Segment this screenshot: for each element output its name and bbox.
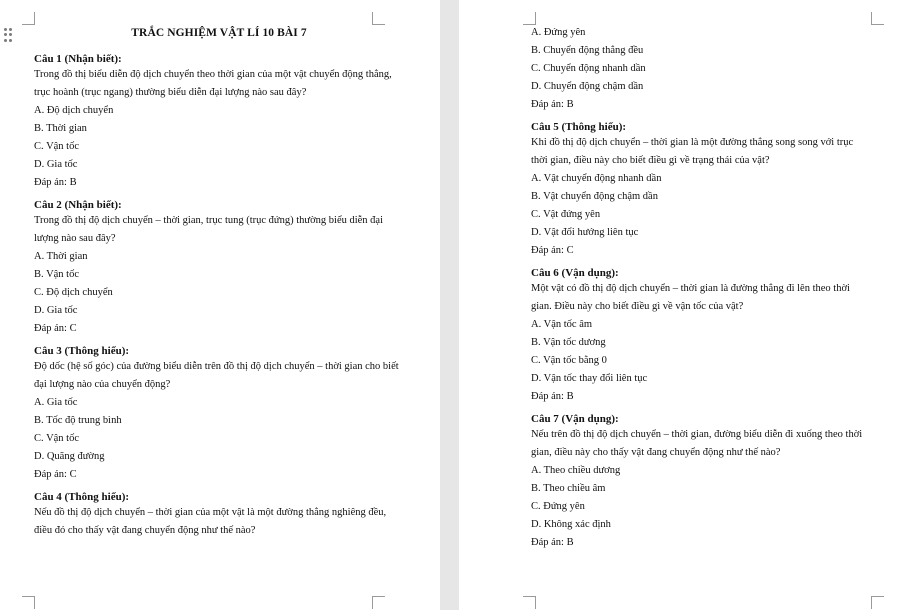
question-stem: Trong đồ thị độ dịch chuyển – thời gian, trục tung (trục đứng) thường biểu diễn đại lượng nào sau đây? bbox=[34, 215, 384, 244]
answer-option: B. Theo chiều âm bbox=[531, 483, 606, 494]
answer-option: B. Chuyển động thẳng đều bbox=[531, 45, 644, 56]
question-label: Câu 6 (Vận dụng): bbox=[531, 267, 619, 279]
answer-option: A. Theo chiều dương bbox=[531, 465, 621, 476]
question-label: Câu 3 (Thông hiểu): bbox=[34, 345, 130, 357]
answer-option: C. Vận tốc bbox=[34, 141, 80, 152]
answer-option: D. Gia tốc bbox=[34, 159, 78, 170]
question-stem: Nếu đồ thị độ dịch chuyển – thời gian của một vật là một đường thẳng nghiêng đều, điều đó cho thấy vật đang chuyển động như thế nào? bbox=[34, 507, 387, 536]
question-label: Câu 1 (Nhận biết): bbox=[34, 53, 122, 65]
answer-option: D. Không xác định bbox=[531, 519, 611, 530]
answer-key: Đáp án: C bbox=[34, 323, 77, 334]
document-page-right bbox=[459, 0, 905, 610]
document-title: TRẮC NGHIỆM VẬT LÍ 10 BÀI 7 bbox=[131, 27, 307, 39]
table-move-handle-icon[interactable] bbox=[4, 28, 12, 42]
question-stem: Nếu trên đồ thị độ dịch chuyển – thời gian, đường biểu diễn đi xuống theo thời gian, điều này cho thấy vật đang chuyển động như thế nào? bbox=[531, 429, 863, 458]
answer-option: B. Vận tốc dương bbox=[531, 337, 606, 348]
answer-option: B. Vận tốc bbox=[34, 269, 80, 280]
answer-option: B. Tốc độ trung bình bbox=[34, 415, 122, 426]
crop-mark bbox=[372, 596, 385, 609]
answer-option: D. Gia tốc bbox=[34, 305, 78, 316]
answer-key: Đáp án: B bbox=[531, 537, 574, 548]
answer-option: A. Vật chuyển động nhanh dần bbox=[531, 173, 662, 184]
question-label: Câu 7 (Vận dụng): bbox=[531, 413, 619, 425]
answer-option: A. Thời gian bbox=[34, 251, 88, 262]
question-stem: Một vật có đồ thị độ dịch chuyển – thời gian là đường thẳng đi lên theo thời gian. Điều này cho biết điều gì về vận tốc của vật? bbox=[531, 283, 850, 312]
page-content bbox=[531, 24, 871, 558]
answer-option: C. Đứng yên bbox=[531, 501, 585, 512]
question-label: Câu 4 (Thông hiểu): bbox=[34, 491, 130, 503]
answer-option: B. Vật chuyển động chậm dần bbox=[531, 191, 658, 202]
answer-option: A. Vận tốc âm bbox=[531, 319, 593, 330]
answer-option: D. Chuyển động chậm dần bbox=[531, 81, 644, 92]
answer-option: B. Thời gian bbox=[34, 123, 87, 134]
answer-option: A. Gia tốc bbox=[34, 397, 78, 408]
answer-option: C. Vận tốc bằng 0 bbox=[531, 355, 607, 366]
question-stem: Khi đồ thị độ dịch chuyển – thời gian là một đường thẳng song song với trục thời gian, điều này cho biết điều gì về trạng thái của vật? bbox=[531, 137, 854, 166]
answer-option: D. Vật đổi hướng liên tục bbox=[531, 227, 639, 238]
answer-option: C. Chuyển động nhanh dần bbox=[531, 63, 646, 74]
answer-key: Đáp án: B bbox=[531, 391, 574, 402]
answer-key: Đáp án: B bbox=[531, 99, 574, 110]
answer-key: Đáp án: B bbox=[34, 177, 77, 188]
crop-mark bbox=[871, 596, 884, 609]
document-page-left bbox=[0, 0, 440, 610]
answer-option: A. Độ dịch chuyển bbox=[34, 105, 114, 116]
answer-option: D. Vận tốc thay đổi liên tục bbox=[531, 373, 648, 384]
question-label: Câu 2 (Nhận biết): bbox=[34, 199, 122, 211]
answer-option: C. Vận tốc bbox=[34, 433, 80, 444]
crop-mark bbox=[22, 596, 35, 609]
crop-mark bbox=[523, 596, 536, 609]
question-stem: Trong đồ thị biểu diễn độ dịch chuyển theo thời gian của một vật chuyển động thẳng, trục hoành (trục ngang) thường biểu diễn đại lượng nào sau đây? bbox=[34, 69, 392, 98]
answer-option: A. Đứng yên bbox=[531, 27, 586, 38]
answer-key: Đáp án: C bbox=[531, 245, 574, 256]
page-content bbox=[34, 0, 404, 540]
question-stem: Độ dốc (hệ số góc) của đường biểu diễn trên đồ thị độ dịch chuyển – thời gian cho biết đại lượng nào của chuyển động? bbox=[34, 361, 399, 390]
answer-key: Đáp án: C bbox=[34, 469, 77, 480]
crop-mark bbox=[871, 12, 884, 25]
answer-option: C. Vật đứng yên bbox=[531, 209, 601, 220]
answer-option: D. Quãng đường bbox=[34, 451, 105, 462]
question-label: Câu 5 (Thông hiểu): bbox=[531, 121, 627, 133]
answer-option: C. Độ dịch chuyển bbox=[34, 287, 113, 298]
